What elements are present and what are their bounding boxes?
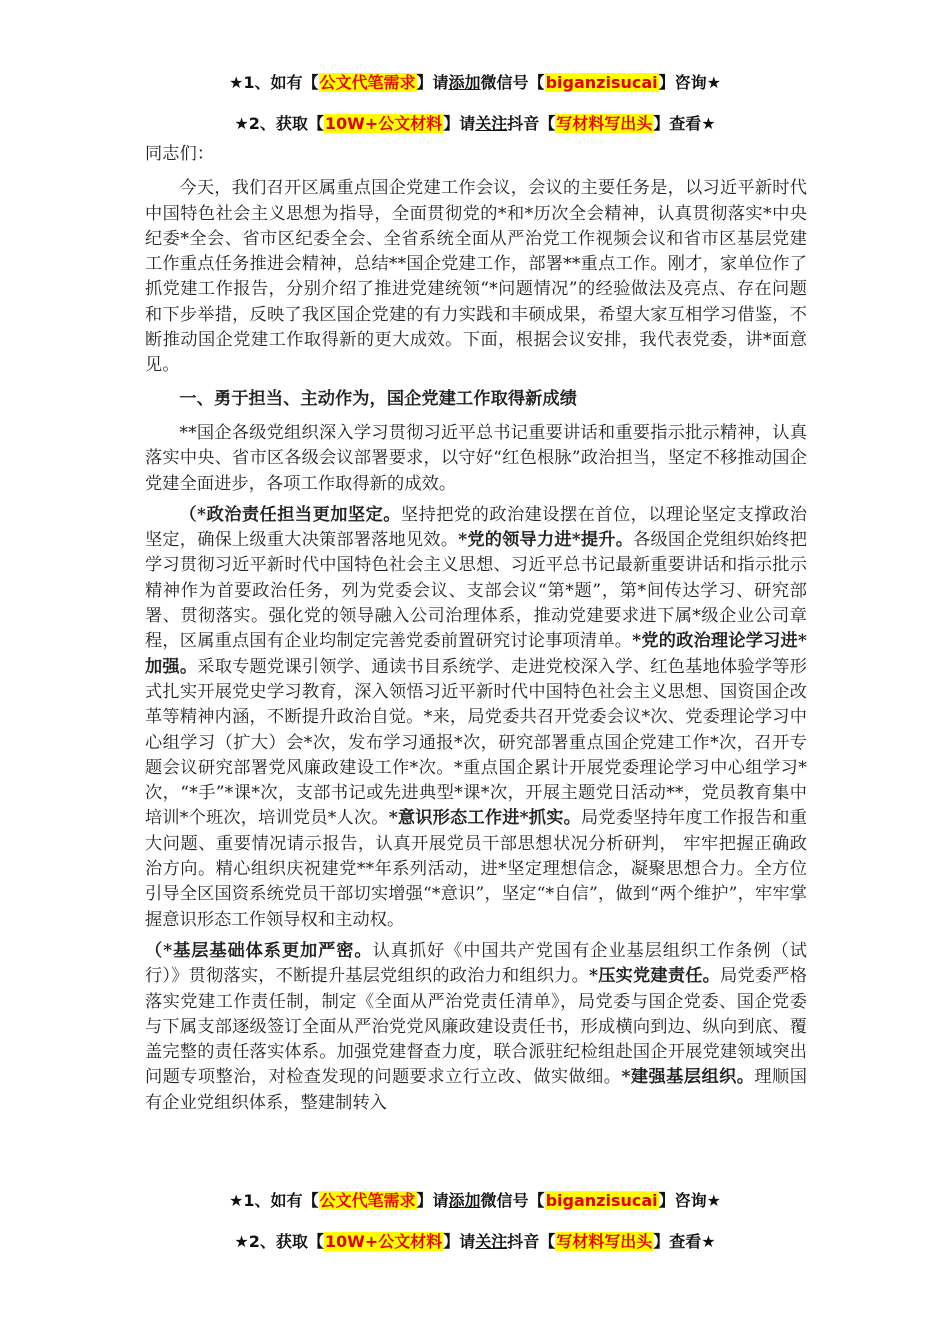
section-heading-1: 一、勇于担当、主动作为，国企党建工作取得新成绩 xyxy=(179,388,578,409)
grassroots-system-paragraph: （*基层基础体系更加严密。认真抓好《中国共产党国有企业基层组织工作条例（试行）》贯彻落实，不断提升基层党组织的政治力和组织力。*压实党建责任。局党委严格落实党建工作责任制，制定《全面从严治党责任清单》，局党委与国企党委、国企党委与下属支部逐级签订全面从严治党党风廉政建设责任书，形成横向到边、纵向到底、覆盖完整的责任落实体系。加强党建督查力度，联合派驻纪检组赴国企开展党建领域突出问题专项整治，对检查发现的问题要求立行立改、做实做细。*建强基层组织。理顺国有企业党组织体系，整建制转入 xyxy=(145,940,807,1113)
document-body xyxy=(145,142,807,1122)
top-banner-line2: ★2、获取【10W+公文材料】请关注抖音【写材料写出头】查看★ xyxy=(234,114,716,133)
star-icon: ★ xyxy=(234,114,249,133)
star-icon: ★ xyxy=(229,73,244,92)
bottom-banner-line1: ★1、如有【公文代笔需求】请添加微信号【biganzisucai】咨询★ xyxy=(229,1191,721,1210)
materials-highlight: 10W+公文材料 xyxy=(324,114,443,133)
bottom-banner-line2: ★2、获取【10W+公文材料】请关注抖音【写材料写出头】查看★ xyxy=(234,1232,716,1251)
political-responsibility-paragraph: （*政治责任担当更加坚定。坚持把党的政治建设摆在首位，以理论坚定支撑政治坚定，确保上级重大决策部署落地见效。*党的领导力进*提升。各级国企党组织始终把学习贯彻习近平新时代中国特色社会主义思想、习近平总书记最新重要讲话和指示批示精神作为首要政治任务，列为党委会议、支部会议“第*题”，第*间传达学习、研究部署、贯彻落实。强化党的领导融入公司治理体系，推动党建要求进下属*级企业公司章程，区属重点国有企业均制定完善党委前置研究讨论事项清单。*党的政治理论学习进*加强。采取专题党课引领学、通读书目系统学、走进党校深入学、红色基地体验学等形式扎实开展党史学习教育，深入领悟习近平新时代中国特色社会主义思想、国资国企改革等精神内涵，不断提升政治自觉。*来，局党委共召开党委会议*次、党委理论学习中心组学习（扩大）会*次，发布学习通报*次，研究部署重点国企党建工作*次，召开专题会议研究部署党风廉政建设工作*次。*重点国企累计开展党委理论学习中心组学习*次，“*手”*课*次，支部书记或先进典型*课*次，开展主题党日活动**，党员教育集中培训*个班次，培训党员*人次。*意识形态工作进*抓实。局党委坚持年度工作报告和重大问题、重要情况请示报告，认真开展党员干部思想状况分析研判， 牢牢把握正确政治方向。精心组织庆祝建党**年系列活动，进*坚定理想信念，凝聚思想合力。全方位引导全区国资系统党员干部切实增强“*意识”，坚定“*自信”，做到“两个维护”，牢牢掌握意识形态工作领导权和主动权。 xyxy=(145,504,808,930)
star-icon: ★ xyxy=(234,1232,249,1251)
ghostwriting-highlight: 公文代笔需求 xyxy=(319,1191,416,1210)
summary-paragraph: **国企各级党组织深入学习贯彻习近平总书记重要讲话和重要指示批示精神，认真落实中央、省市区各级会议部署要求，以守好“红色根脉”政治担当，坚定不移推动国企党建全面进步，各项工作取得新的成效。 xyxy=(145,422,807,494)
salutation: 同志们： xyxy=(145,144,215,164)
ghostwriting-highlight: 公文代笔需求 xyxy=(319,73,416,92)
intro-paragraph: 今天，我们召开区属重点国企党建工作会议，会议的主要任务是，以习近平新时代中国特色社会主义思想为指导，全面贯彻党的*和*历次全会精神，认真贯彻落实*中央纪委*全会、省市区纪委全会、全省系统全面从严治党工作视频会议和省市区基层党建工作重点任务推进会精神，总结**国企党建工作，部署**重点工作。刚才，家单位作了抓党建工作报告，分别介绍了推进党建统领“*问题情况”的经验做法及亮点、存在问题和下步举措，反映了我区国企党建的有力实践和丰硕成果，希望大家互相学习借鉴，不断推动国企党建工作取得新的更大成效。下面，根据会议安排，我代表党委，讲*面意见。 xyxy=(145,178,807,376)
douyin-highlight: 写材料写出头 xyxy=(556,114,653,133)
top-banner-line1: ★1、如有【公文代笔需求】请添加微信号【biganzisucai】咨询★ xyxy=(229,73,721,92)
douyin-highlight: 写材料写出头 xyxy=(556,1232,653,1251)
wechat-id-highlight: biganzisucai xyxy=(545,73,658,92)
materials-highlight: 10W+公文材料 xyxy=(324,1232,443,1251)
wechat-id-highlight: biganzisucai xyxy=(545,1191,658,1210)
star-icon: ★ xyxy=(229,1191,244,1210)
